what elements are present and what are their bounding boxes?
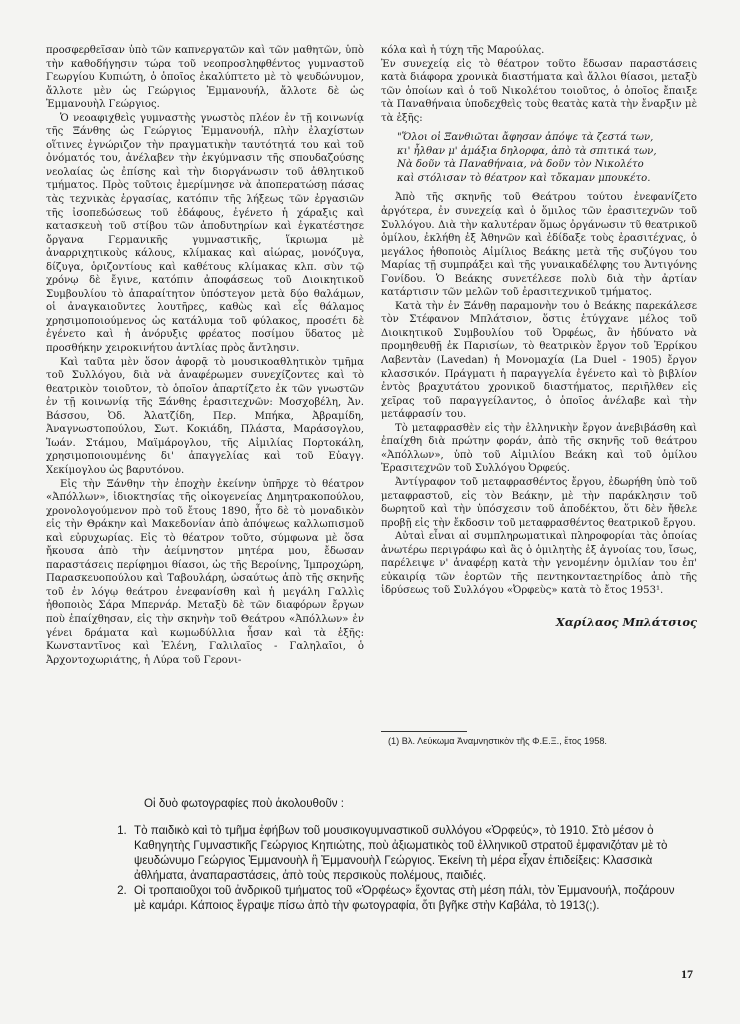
caption-item: 1. Τὸ παιδικὸ καὶ τὸ τμῆμα ἐφήβων τοῦ μουσικογυμναστικοῦ συλλόγου «Ὀρφεύς», τὸ 1910. Στὸ μέσον ὁ Καθηγητὴς Γυμναστικῆς Γεώργιος Κηπιώτης, ποὺ ἀξιωματικὸς τοῦ ἑλληνικοῦ στρατοῦ ἐμφανιζόταν μὲ τὸ ψευδώνυμο Γεώργιος Ἐμμανουὴλ ἢ Ἐμμανουὴλ Γεώργιος. Ἐκείνη τὴ μέρα εἶχαν ἐπιδείξεις: Κλασσικὰ ἀθλήματα, ἀναπαραστάσεις, ἀπὸ τοὺς περσικοὺς πολέμους, παιδιές.	[130, 823, 686, 883]
paragraph: Ἐν συνεχείᾳ εἰς τὸ θέατρον τοῦτο ἔδωσαν παραστάσεις κατὰ διάφορα χρονικὰ διαστήματα καὶ ἄλλοι θίασοι, μεταξὺ τῶν ὁποίων καὶ ὁ τοῦ Νικολέτου τοιοῦτος, ὁ ὁποῖος ἔπαιξε τὰ Παναθήναια ὑποδεχθεὶς τοὺς θεατὰς κατὰ τὴν ἔναρξιν μὲ τὰ ἑξῆς:	[381, 58, 697, 124]
paragraph: Ἀπὸ τῆς σκηνῆς τοῦ Θεάτρου τούτου ἐνεφανίζετο ἀργότερα, ἐν συνεχείᾳ καὶ ὁ ὅμιλος τῶν ἐρασιτεχνῶν τοῦ Συλλόγου. Διὰ τὴν καλυτέραν ὅμως ὀργάνωσιν τῦ θεατρικοῦ ὁμίλου, ἐκλήθη ἐξ Ἀθηνῶν καὶ ἐδίδαξε τοὺς ἐρασιτέχνας, ὁ μεγάλος ἠθοποιὸς Αἰμίλιος Βεάκης μετὰ τῆς συζύγου του Μαρίας τῇ συμπράξει καὶ τῆς γυναικαδέλφης του Ἀντιγόνης Γονίδου. Ὁ Βεάκης συνετέλεσε πολὺ διὰ τὴν ἀρτίαν κατάρτισιν τῶν μελῶν τοῦ ἐρασιτεχνικοῦ τμήματος.	[381, 192, 697, 299]
paragraph: κόλα καὶ ἡ τύχη τῆς Μαρούλας.	[381, 45, 545, 56]
poem-line: κι' ἦλθαν μ' ἁμάξια δηλορφα, ἀπὸ τὰ σπιτικά των,	[397, 145, 657, 157]
signature: Χαρίλαος Μπλάτσιος	[555, 614, 697, 629]
paragraph: Ἀντίγραφον τοῦ μεταφρασθέντος ἔργου, ἐδωρήθη ὑπὸ τοῦ μεταφραστοῦ, εἰς τὸν Βεάκην, μὲ τὴν παράκλησιν τοῦ δωρητοῦ καὶ τὴν ὑπόσχεσιν τοῦ ἀποδέκτου, ὅτι δὲν ἤθελε προβῇ εἰς τὴν ἔκδοσιν τοῦ μεταφρασθέντος θεατρικοῦ ἔργου.	[381, 476, 697, 529]
poem	[397, 131, 697, 185]
paragraph: Ὁ νεοαφιχθεὶς γυμναστὴς γνωστὸς πλέον ἐν τῇ κοινωνίᾳ τῆς Ξάνθης ὡς Γεώργιος Ἐμμανουήλ, πλὴν ἐλαχίστων οἵτινες ἐγνώριζον τὴν πραγματικὴν ταυτότητά του καὶ τοῦ ὀνόματός του, ἀνέλαβεν τὴν ἐκγύμνασιν τῆς σπουδαζούσης νεολαίας ὡς ἐπίσης καὶ τὴν διοργάνωσιν τοῦ ἀθλητικοῦ τμήματος. Πρὸς τοῦτοις ἐμερίμνησε νὰ ἀποπερατώσῃ πάσας τὰς τεχνικὰς ἐργασίας, κατόπιν τῆς λήξεως τῶν ἐργασιῶν τῆς ἰσοπεδώσεως τοῦ ἐδάφους, ἐγένετο ἡ χάραξις καὶ κατασκευὴ τοῦ στίβου τῶν ἀποδυτηρίων καὶ ἐγκατέστησε ὄργανα Γερμανικῆς γυμναστικῆς, ἵκριωμα μὲ ἀναρριχητικοὺς κάλους, κλίμακας καὶ αἰώρας, μονόζυγα, δίζυγα, ὁριζοντίους καὶ καθέτους κλίμακας κλπ. σὺν τῷ χρόνῳ δὲ ἔγινε, κατόπιν ἀποφάσεως τοῦ Διοικητικοῦ Συμβουλίου τὸ ἀπαραίτητον ὑπόστεγον μετὰ δύο θαλάμων, οἱ ἀναγκαιοῦντες λουτῆρες, καθὼς καὶ εἷς θάλαμος χρησιμοποιούμενος ὡς κατάλυμα τοῦ φύλακος, προσέτι δὲ ἐγένετο καὶ ἡ ἀνόρυξις φρέατος ποσίμου ὕδατος μὲ προσθήκην χειροκινήτου ἀντλίας πρὸς ἄντλησιν.	[46, 112, 364, 355]
left-column	[46, 44, 364, 667]
page-number: 17	[681, 967, 693, 981]
footnote-rule	[381, 731, 467, 732]
paragraph: Κατὰ τὴν ἐν Ξάνθῃ παραμονὴν του ὁ Βεάκης παρεκάλεσε τὸν Στέφανον Μπλάτσιον, ὅστις ἐτύγχανε μέλος τοῦ Διοικητικοῦ Συμβουλίου τοῦ Ὀρφέως, ἂν ἠδύνατο νὰ προμηθευθῇ ἐκ Παρισίων, τὸ θεατρικὸν ἔργον τοῦ Ἐρρίκου Λαβεντὰν (Lavedan) ἡ Μονομαχία (La Duel - 1905) ἔργον κλασσικόν. Πράγματι ἡ παραγγελία ἐγένετο καὶ τὸ βιβλίον ἐντὸς βραχυτάτου χρονικοῦ διαστήματος, περιῆλθεν εἰς χεῖρας τοῦ παραγγείλαντος, ὁ ὁποῖος ἀνέλαβε καὶ τὴν μετάφρασίν του.	[381, 300, 697, 421]
paragraph: Καὶ ταῦτα μὲν ὅσον ἀφορᾷ τὸ μουσικοαθλητικὸν τμῆμα τοῦ Συλλόγου, διὰ νὰ ἀναφέρωμεν συνεχίζοντες καὶ τὸ θεατρικὸν τοιοῦτον, τὸ ὁποῖον ἀπαρτίζετο ἐκ τῶν γνωστῶν ἐν τῇ κοινωνίᾳ τῆς Ξάνθης ἐρασιτεχνῶν: Μοσχοβέλη, Ἀν. Βάσσου, Ὀδ. Ἀλατζίδη, Περ. Μπήκα, Ἀβραμίδη, Ἀναγνωστοπούλου, Σωτ. Κοκιάδη, Πλάστα, Μαράσογλου, Ἰωάν. Στάμου, Μαϊμάρογλου, τῆς Αἰμιλίας Πορτοκάλη, χρησιμοποιουμένης δι' ἀπαγγελίας καὶ τοῦ Εὐαγγ. Χεκίμογλου ὡς βαρυτόνου.	[46, 356, 364, 476]
captions-list	[86, 823, 686, 913]
caption-item: 2. Οἱ τροπαιοῦχοι τοῦ ἀνδρικοῦ τμήματος τοῦ «Ὀρφέως» ἔχοντας στὴ μέση πάλι, τὸν Ἐμμανουήλ, ποζάρουν μὲ καμάρι. Κάποιος ἔγραψε πίσω ἀπὸ τὴν φωτογραφία, ὅτι βγῆκε στὴν Καβάλα, τὸ 1913(;).	[130, 883, 686, 913]
poem-line: καὶ στόλισαν τὸ θέατρον καὶ τὄκαμαν μπουκέτο.	[397, 172, 651, 184]
paragraph: προσφερθεῖσαν ὑπὸ τῶν καπνεργατῶν καὶ τῶν μαθητῶν, ὑπὸ τὴν καθοδήγησιν τώρα τοῦ νεοπροσληφθέντος γυμναστοῦ Γεωργίου Κυπιώτη, ὁ ὁποῖος ἐκαλύπτετο μὲ τὸ ψευδώνυμον, ἄλλοτε μὲν ὡς Γεώργιος Ἐμμανουήλ, ἄλλοτε δὲ ὡς Ἐμμανουὴλ Γεώργιος.	[46, 45, 364, 111]
captions-title: Οἱ δυὸ φωτογραφίες ποὺ ἀκολουθοῦν :	[144, 797, 345, 810]
photo-captions	[86, 796, 686, 913]
footnote: (1) Βλ. Λεύκωμα Ἀναμνηστικὸν τῆς Φ.Ε.Ξ., ἔτος 1958.	[388, 736, 607, 746]
paragraph: Τὸ μεταφρασθὲν εἰς τὴν ἑλληνικὴν ἔργον ἀνεβιβάσθη καὶ ἐπαίχθη διὰ πρώτην φοράν, ἀπὸ τῆς σκηνῆς τοῦ θεάτρου «Ἀπόλλων», ὑπὸ τοῦ Αἰμιλίου Βεάκη καὶ τοῦ ὁμίλου Ἐρασιτεχνῶν τοῦ Συλλόγου Ὀρφεύς.	[381, 422, 697, 475]
paragraph: Εἰς τὴν Ξάνθην τὴν ἐποχὴν ἐκείνην ὑπῆρχε τὸ θέατρον «Ἀπόλλων», ἰδιοκτησίας τῆς οἰκογενείας Δημητρακοπούλου, χρονολογούμενον πρὸ τοῦ ἔτους 1890, ἦτο δὲ τὸ μοναδικὸν εἰς τὴν Θράκην καὶ Μακεδονίαν ἀπὸ ἀπόψεως καλλωπισμοῦ καὶ εὐρυχωρίας. Εἰς τὸ θέατρον τοῦτο, σύμφωνα μὲ ὅσα ἤκουσα ἀπὸ τὴν ἀείμνηστον μητέρα μου, ἔδωσαν παραστάσεις περίφημοι θίασοι, ὡς τῆς Βεροίνης, Ἰμπροχώρη, Παρασκευοπούλου καὶ Ταβουλάρη, ὡσαύτως ἀπὸ τῆς σκηνῆς τοῦ ἐν λόγῳ θεάτρου ἐνεφανίσθη καὶ ἡ μεγάλη Γαλλὶς ἠθοποιὸς Σάρα Μπερνάρ. Μεταξὺ δὲ τῶν διαφόρων ἔργων ποὺ ἐπαίχθησαν, εἰς τὴν σκηνὴν τοῦ Θεάτρου «Ἀπόλλων» ἐν γένει δράματα καὶ κωμωδύλλια ἦσαν καὶ τὰ ἑξῆς: Κωνσταντῖνος καὶ Ἑλένη, Γαλιλαῖος - Γαληλαῖοι, ὁ Ἀρχοντοχωριάτης, ἡ Λύρα τοῦ Γερονι-	[46, 478, 364, 666]
poem-line: Νὰ δοῦν τὰ Παναθήναια, νὰ δοῦν τὸν Νικολέτο	[397, 159, 644, 171]
paragraph: Αὐταὶ εἶναι αἱ συμπληρωματικαὶ πληροφορίαι τὰς ὁποίας ἀνωτέρω περιγράφω καὶ ἃς ὁ ὁμιλητὴς ἐξ ἀγνοίας του, ἴσως, παρέλειψε ν' ἀναφέρῃ κατὰ τὴν γενομένην ὁμιλίαν του ἐπ' εὐκαιρίᾳ τῶν ἑορτῶν τῆς πεντηκονταετηρίδος ἀπὸ τῆς ἱδρύσεως τοῦ Συλλόγου «Ὀρφεὺς» κατὰ τὸ ἔτος 1953¹.	[381, 531, 697, 597]
poem-line: "Ὅλοι οἱ Ξανθιῶται ἄφησαν ἀπόψε τὰ ζεστά των,	[397, 132, 654, 144]
right-column	[381, 44, 697, 629]
